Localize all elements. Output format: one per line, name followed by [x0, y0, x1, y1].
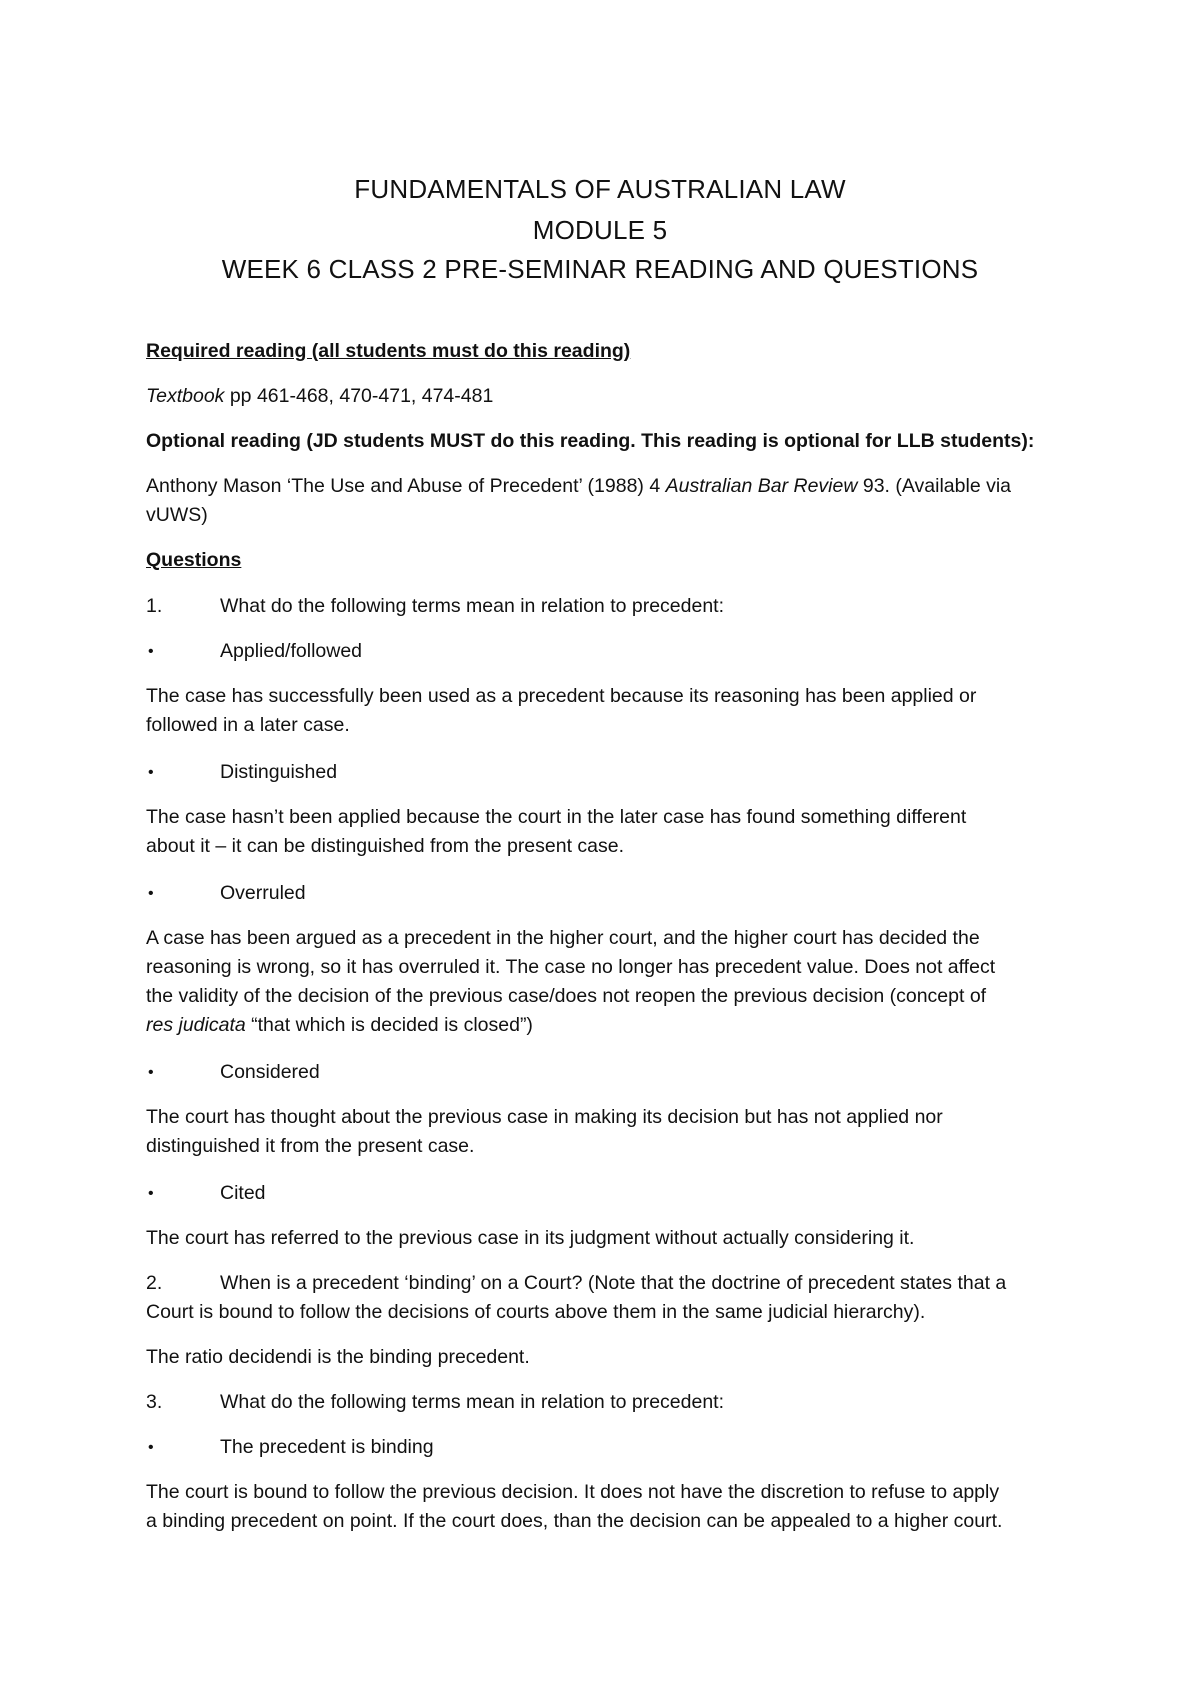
module-heading: MODULE 5 — [532, 215, 668, 245]
document-subtitle: WEEK 6 CLASS 2 PRE-SEMINAR READING AND QUESTIONS — [221, 254, 979, 284]
latin-translation: “that which is decided is closed”) — [245, 1014, 533, 1036]
question-3-text: What do the following terms mean in relation to precedent: — [220, 1391, 725, 1413]
optional-reading-heading: Optional reading (JD students MUST do this reading. This reading is optional for LLB students): — [146, 430, 1035, 452]
bullet-distinguished: • — [148, 764, 154, 781]
answer-overruled-4 — [146, 1013, 533, 1037]
textbook-label: Textbook — [146, 385, 225, 407]
optional-reference-line1 — [146, 474, 1011, 498]
bullet-cited: • — [148, 1185, 154, 1202]
answer-cited-1: The court has referred to the previous case in its judgment without actually considering it. — [146, 1227, 915, 1249]
answer-distinguished-1: The case hasn’t been applied because the court in the later case has found something different — [146, 806, 967, 828]
question-1-number: 1. — [146, 595, 163, 617]
answer-considered-2: distinguished it from the present case. — [146, 1135, 475, 1157]
document-title: FUNDAMENTALS OF AUSTRALIAN LAW — [354, 174, 846, 204]
answer-applied-1: The case has successfully been used as a precedent because its reasoning has been applied or — [146, 685, 977, 707]
bullet-binding: • — [148, 1439, 154, 1456]
answer-binding-2: a binding precedent on point. If the court does, than the decision can be appealed to a higher court. — [146, 1510, 1003, 1532]
reference-availability: 93. (Available via — [857, 475, 1012, 497]
answer-overruled-2: reasoning is wrong, so it has overruled it. The case no longer has precedent value. Does not affect — [146, 956, 996, 978]
bullet-overruled: • — [148, 885, 154, 902]
answer-overruled-1: A case has been argued as a precedent in the higher court, and the higher court has decided the — [146, 927, 980, 949]
question-1-text: What do the following terms mean in relation to precedent: — [220, 595, 725, 617]
reference-journal: Australian Bar Review — [665, 475, 858, 497]
answer-overruled-3: the validity of the decision of the previous case/does not reopen the previous decision (concept of — [146, 985, 987, 1007]
term-considered: Considered — [220, 1061, 320, 1083]
question-2-number: 2. — [146, 1272, 163, 1294]
term-cited: Cited — [220, 1182, 266, 1204]
textbook-reference — [146, 384, 493, 408]
term-distinguished: Distinguished — [220, 761, 338, 783]
bullet-considered: • — [148, 1064, 154, 1081]
term-binding: The precedent is binding — [220, 1436, 434, 1458]
latin-term: res judicata — [146, 1014, 246, 1036]
term-overruled: Overruled — [220, 882, 306, 904]
answer-binding-1: The court is bound to follow the previous decision. It does not have the discretion to refuse to apply — [146, 1481, 1000, 1503]
bullet-applied: • — [148, 643, 154, 660]
answer-distinguished-2: about it – it can be distinguished from the present case. — [146, 835, 625, 857]
question-3-number: 3. — [146, 1391, 163, 1413]
question-2-line2: Court is bound to follow the decisions of courts above them in the same judicial hierarchy). — [146, 1301, 926, 1323]
term-applied: Applied/followed — [220, 640, 363, 662]
answer-applied-2: followed in a later case. — [146, 714, 350, 736]
textbook-pages: pp 461-468, 470-471, 474-481 — [224, 385, 494, 407]
question-2-text: When is a precedent ‘binding’ on a Court? (Note that the doctrine of precedent states that a — [220, 1272, 1007, 1294]
optional-reference-line2: vUWS) — [146, 504, 208, 526]
answer-question-2: The ratio decidendi is the binding precedent. — [146, 1346, 530, 1368]
required-reading-heading: Required reading (all students must do this reading) — [146, 340, 631, 362]
reference-author-title: Anthony Mason ‘The Use and Abuse of Precedent’ (1988) 4 — [146, 475, 666, 497]
questions-heading: Questions — [146, 549, 242, 571]
answer-considered-1: The court has thought about the previous case in making its decision but has not applied nor — [146, 1106, 943, 1128]
